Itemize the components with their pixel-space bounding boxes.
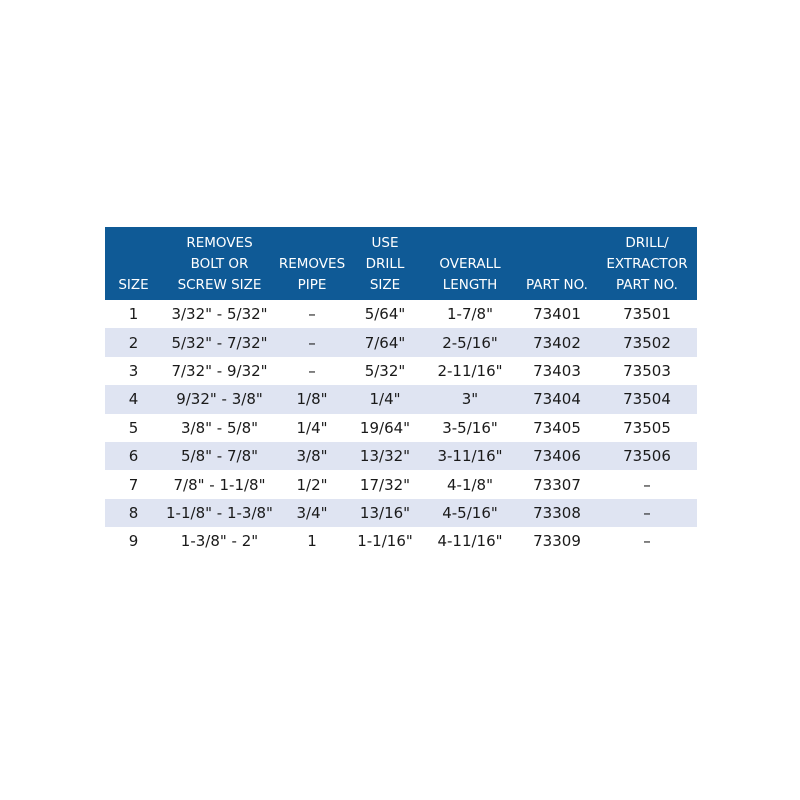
table-row (105, 442, 697, 470)
cell-bolt-screw-size: 7/32" - 9/32" (171, 361, 268, 380)
header-line: DRILL/ (625, 235, 669, 251)
cell-size: 8 (128, 503, 139, 522)
cell-overall-length: 4-11/16" (437, 532, 503, 551)
header-use-drill-size (347, 227, 423, 300)
header-line: EXTRACTOR (606, 256, 688, 272)
cell-part-no: 73403 (533, 361, 581, 380)
cell-drill-extractor-part-no: – (643, 532, 651, 551)
cell-drill-size: 13/16" (359, 503, 411, 522)
cell-pipe: 1 (307, 532, 317, 551)
cell-bolt-screw-size: 3/32" - 5/32" (171, 305, 268, 324)
table-header (105, 227, 697, 300)
cell-part-no: 73309 (533, 532, 581, 551)
table-row (105, 385, 697, 413)
cell-size: 9 (128, 532, 139, 551)
header-line: BOLT OR (190, 256, 249, 272)
cell-size: 5 (128, 418, 139, 437)
table-row (105, 499, 697, 527)
cell-overall-length: 2-11/16" (437, 361, 503, 380)
cell-drill-size: 1/4" (369, 390, 401, 409)
cell-pipe: – (308, 305, 316, 324)
cell-overall-length: 1-7/8" (447, 305, 493, 324)
header-line: PART NO. (526, 277, 588, 293)
header-line: PART NO. (616, 277, 678, 293)
header-line: REMOVES (278, 256, 346, 272)
cell-drill-size: 5/32" (364, 361, 406, 380)
screw-extractor-spec-table (105, 227, 697, 556)
cell-size: 1 (128, 305, 139, 324)
cell-drill-size: 17/32" (359, 475, 411, 494)
cell-part-no: 73307 (533, 475, 581, 494)
cell-overall-length: 4-5/16" (442, 503, 498, 522)
header-size (105, 227, 162, 300)
cell-part-no: 73405 (533, 418, 581, 437)
cell-size: 7 (128, 475, 139, 494)
cell-part-no: 73404 (533, 390, 581, 409)
cell-drill-extractor-part-no: 73504 (623, 390, 671, 409)
cell-bolt-screw-size: 9/32" - 3/8" (176, 390, 263, 409)
cell-part-no: 73308 (533, 503, 581, 522)
cell-part-no: 73401 (533, 305, 581, 324)
cell-drill-extractor-part-no: 73502 (623, 333, 671, 352)
cell-bolt-screw-size: 3/8" - 5/8" (180, 418, 259, 437)
cell-bolt-screw-size: 5/8" - 7/8" (180, 447, 259, 466)
header-line: USE (371, 235, 399, 251)
table-row (105, 300, 697, 328)
table-row (105, 414, 697, 442)
table-row (105, 357, 697, 385)
cell-drill-size: 7/64" (364, 333, 406, 352)
table-row (105, 470, 697, 498)
cell-size: 4 (128, 390, 139, 409)
header-line: LENGTH (442, 277, 498, 293)
header-part-no (517, 227, 597, 300)
cell-pipe: 1/4" (296, 418, 328, 437)
table-row (105, 527, 697, 555)
cell-bolt-screw-size: 1-1/8" - 1-3/8" (166, 503, 273, 522)
cell-overall-length: 3" (461, 390, 479, 409)
cell-part-no: 73406 (533, 447, 581, 466)
cell-drill-size: 19/64" (359, 418, 411, 437)
cell-pipe: 3/4" (296, 503, 328, 522)
cell-overall-length: 3-11/16" (437, 447, 503, 466)
cell-pipe: – (308, 361, 316, 380)
cell-drill-extractor-part-no: – (643, 475, 651, 494)
cell-size: 2 (128, 333, 139, 352)
table-body (105, 300, 697, 556)
cell-pipe: 1/8" (296, 390, 328, 409)
cell-drill-size: 1-1/16" (357, 532, 413, 551)
header-line: SCREW SIZE (177, 277, 262, 293)
cell-drill-extractor-part-no: 73501 (623, 305, 671, 324)
cell-size: 3 (128, 361, 139, 380)
header-line: PIPE (297, 277, 327, 293)
cell-part-no: 73402 (533, 333, 581, 352)
cell-pipe: 1/2" (296, 475, 328, 494)
header-line: DRILL (365, 256, 405, 272)
header-overall-length (423, 227, 517, 300)
header-line: SIZE (118, 277, 149, 293)
header-line: REMOVES (186, 235, 253, 251)
cell-drill-size: 5/64" (364, 305, 406, 324)
table-row (105, 328, 697, 356)
header-drill-extractor-part-no (597, 227, 697, 300)
cell-drill-extractor-part-no: 73505 (623, 418, 671, 437)
cell-bolt-screw-size: 1-3/8" - 2" (180, 532, 259, 551)
cell-drill-extractor-part-no: 73506 (623, 447, 671, 466)
cell-overall-length: 4-1/8" (447, 475, 493, 494)
header-removes-bolt-or-screw-size (162, 227, 277, 300)
cell-overall-length: 2-5/16" (442, 333, 498, 352)
cell-overall-length: 3-5/16" (442, 418, 498, 437)
cell-pipe: – (308, 333, 316, 352)
header-row (105, 227, 697, 300)
cell-bolt-screw-size: 5/32" - 7/32" (171, 333, 268, 352)
cell-drill-extractor-part-no: – (643, 503, 651, 522)
header-line: OVERALL (439, 256, 501, 272)
cell-bolt-screw-size: 7/8" - 1-1/8" (173, 475, 266, 494)
cell-drill-extractor-part-no: 73503 (623, 361, 671, 380)
cell-size: 6 (128, 447, 139, 466)
header-line: SIZE (369, 277, 401, 293)
cell-pipe: 3/8" (296, 447, 328, 466)
cell-drill-size: 13/32" (359, 447, 411, 466)
header-removes-pipe (277, 227, 347, 300)
